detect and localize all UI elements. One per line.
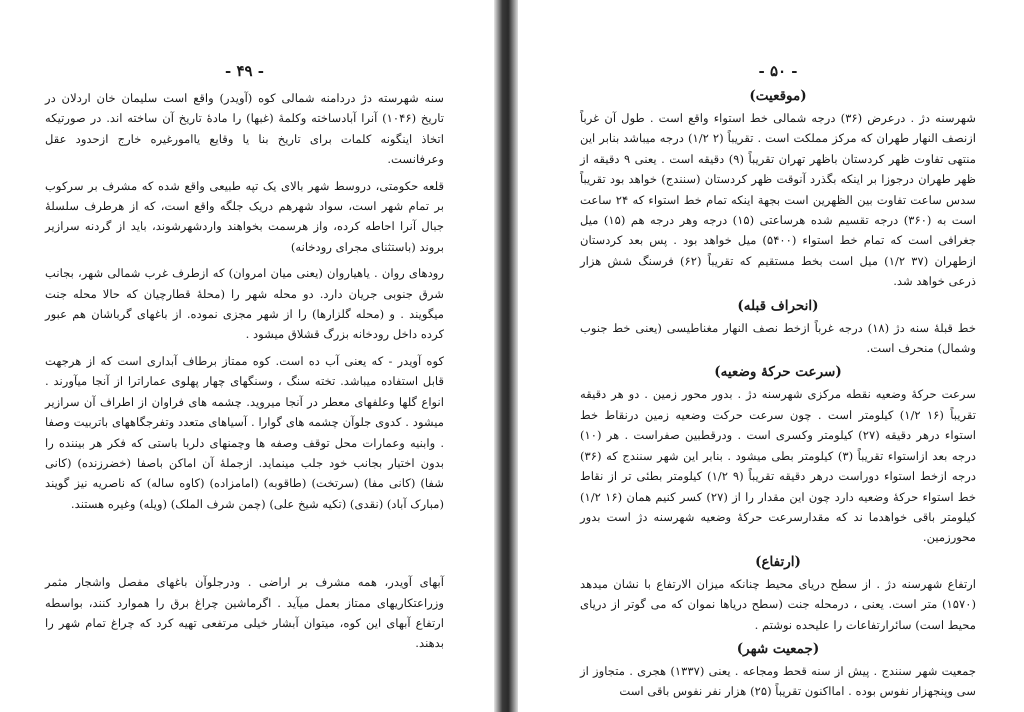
left-page [0,0,494,712]
section-text: شهرسنه دژ . درعرض (۳۶) درجه شمالی خط استواء واقع است . طول آن غرباً ازنصف النهار طهران که مرکز مملکت است . تقریباً (۲ ۱/۲) درجه میباشد بنابر این منتهی تفاوت ظهر کردستان باظهر تهران تقریباً (۹) دقیقه است . یعنی ۹ دقیقه از ظهر طهران درجوزا بر اینکه بگذرد آنوقت ظهر کردستان (سنندج) خواهد بود تقریباً سدس ساعت تفاوت بین الظهرین است بجهة اینکه تمام خط استواء که ۲۴ ساعت است به (۳۶۰) درجه تقسیم شده هرساعتی (۱۵) درجه وهر درجه هم (۱۵) میل جغرافی است که تمام خط استواء (۵۴۰۰) میل خواهد بود . پس بعد کردستان ازطهران (۳۷ ۱/۲) میل است بخط مستقیم که تقریباً (۶۲) فرسنگ شش هزار ذرعی خواهد شد. [580,111,977,289]
page-gap [45,520,444,572]
section-heading: (موقعیت) [749,88,807,104]
footnote: آبهای آویدر، همه مشرف بر اراضی . ودرجلوآن باغهای مفصل واشجار مثمر وزراعتکاریهای ممتاز بعمل میآید . اگرماشین چراغ برق را هموارد کنند، بواسطه ارتفاع آبهای این کوه، میتوان آبشار خیلی مرتفعی تهیه کرد که چراغ تمام شهر را بدهند. [45,575,444,651]
section-text: خط قبلهٔ سنه دژ (۱۸) درجه غرباً ازخط نصف النهار مغناطیسی (یعنی خط جنوب وشمال) منحرف است. [580,320,976,356]
book-gutter [494,0,518,712]
paragraph: سنه شهرسته دژ دردامنه شمالی کوه (آویدر) واقع است سلیمان خان اردلان در تاریخ (۱۰۴۶) آنرا آبادساخته وکلمهٔ (غبها) را مادهٔ تاریخ آن ساخته اند. در صورتیکه اتخاذ اینگونه کلمات برای تاریخ بنا یا وقایع یاامورغیره خارج ازحدود عقل وعرفانست. [45,91,444,167]
section-heading: (جمعیت شهر) [736,640,820,657]
left-page-number: - ۴۹ - [224,62,265,80]
section-text: سرعت حرکهٔ وضعیه نقطه مرکزی شهرسنه دژ . بدور محور زمین . دو هر دقیقه تقریباً (۱۶ ۱/۲) کیلومتر است . چون سرعت حرکت وضعیه زمین درنقاط خط استواء درهر دقیقه (۲۷) کیلومتر وکسری است . ودرقطبین صفراست . هر (۱۰) درجه بعد ازاستواء تقریباً (۳) کیلومتر بطی میشود . بنابر این شهر سنندج که (۳۶) درجه ازخط استواء دوراست درهر دقیقه تقریباً (۹ ۱/۲) کیلومتر بطئی تر از نقاط خط استواء حرکهٔ وضعیه دارد چون این مقدار را از (۲۷) کسر کنیم همان (۱۶ ۱/۲) کیلومتر باقی خواهدما ند که مقدارسرعت حرکهٔ وضعیه شهرسنه دژ است بدور محورزمین. [580,387,977,545]
paragraph: کوه آویدر - که یعنی آب ده است. کوه ممتاز برطاف آبداری است که از هرجهت قابل استفاده میباشد. تخته سنگ ، وسنگهای چهار پهلوی عماراترا از آنجا میآورند . انواع گلها وعلفهای معطر در آنجا میروید. چشمه های فراوان از اطراف آن سرازیر میشود . کدوی جلوآن چشمه های گوارا . آسیاهای متعدد وتفرجگاههای باتربیت وصفا . وابنیه وعمارات محل توقف وصفه ها وچمنهای دلربا باستی که فکر هر بیننده را بدون اختیار بجانب خود جلب مینماید. ازجملهٔ آن اماکن باصفا (خضرزنده) (کانی شفا) (کانی مفا) (سرتخت) (طاقوبه) (امامزاده) (کاوه ساله) که ناصریه نیز گویند (مبارک آباد) (نقدی) (تکیه شیخ علی) (چمن شرف الملک) (ویله) وغیره هستند. [45,353,444,511]
paragraph: قلعه حکومتی، دروسط شهر بالای یک تپه طبیعی واقع شده که مشرف بر سرکوب بر تمام شهر است، سواد شهرهم دریک جلگه واقع است، که از هرطرف سلسلهٔ جبال آنرا احاطه کرده، واز هرسمت بخواهند واردشهرشوند، باید از گردنه سرازیر بروند (باستثنای مجرای رودخانه) [45,178,444,254]
section-heading: (سرعت حرکهٔ وضعیه) [714,364,842,381]
section-text: ارتفاع شهرسنه دژ . از سطح دریای محیط چنانکه میزان الارتفاع با نشان میدهد (۱۵۷۰) متر است. یعنی ، درمحله جنت (سطح دریاها نموان که می گوتر از دریای محیط است) سائرارتفاعات را علیحده نوشتم . [580,576,976,632]
section-heading: (انحراف قبله) [737,297,819,314]
right-page [518,0,1024,712]
section-heading: (ارتفاع) [755,553,801,570]
right-page-number: - ۵۰ - [758,62,798,80]
paragraph: رودهای روان . یاهیاروان (یعنی میان امروان) که ازطرف غرب شمالی شهر، بجانب شرق جنوبی جریان دارد. دو محله شهر را (محلهٔ قطارچیان که حالا محله جنت میگویند . و (محله گلزارها) را از شهر مجزی نموده. از باغهای گرباشان هم عبور کرده داخل رودخانه بزرگ قشلاق میشود . [45,266,444,342]
section-text: جمعیت شهر سنندج . پیش از سنه قحط ومجاعه . یعنی (۱۳۳۷) هجری . متجاوز از سی وپنجهزار نفوس بوده . امااکنون تقریباً (۲۵) هزار نفر نفوس باقی است [580,663,976,699]
